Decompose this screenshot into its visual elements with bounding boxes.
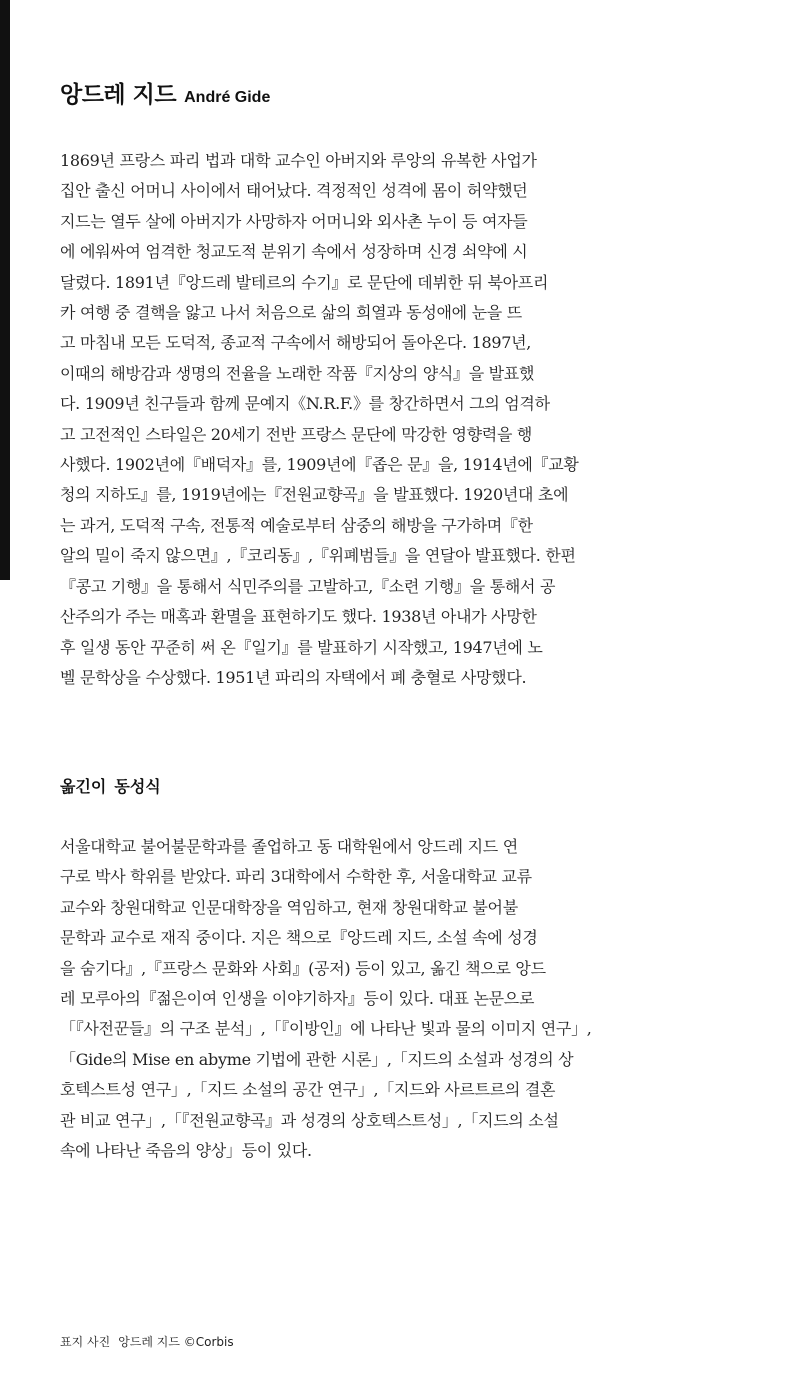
biography-line: 지드는 열두 살에 아버지가 사망하자 어머니와 외사촌 누이 등 여자들 <box>60 211 528 231</box>
biography-line: 『콩고 기행』을 통해서 식민주의를 고발하고,『소련 기행』을 통해서 공 <box>60 576 556 596</box>
translator-bio-line: 관 비교 연구」,「『전원교향곡』과 성경의 상호텍스트성」,「지드의 소설 <box>60 1110 559 1130</box>
translator-bio-line: 호텍스트성 연구」,「지드 소설의 공간 연구」,「지드와 사르트르의 결혼 <box>60 1080 556 1100</box>
cover-credit-text: 앙드레 지드 ©Corbis <box>118 1335 234 1349</box>
biography-line: 달렸다. 1891년『앙드레 발테르의 수기』로 문단에 데뷔한 뒤 북아프리 <box>60 272 549 292</box>
biography-line: 청의 지하도』를, 1919년에는『전원교향곡』을 발표했다. 1920년대 초에 <box>60 485 569 505</box>
translator-bio-line: 레 모루아의『젊은이여 인생을 이야기하자』등이 있다. 대표 논문으로 <box>60 989 535 1009</box>
biography-line: 는 과거, 도덕적 구속, 전통적 예술로부터 삼중의 해방을 구가하며『한 <box>60 515 533 535</box>
biography-line: 이때의 해방감과 생명의 전율을 노래한 작품『지상의 양식』을 발표했 <box>60 363 535 383</box>
author-biography <box>60 146 620 693</box>
translator-bio-line: 교수와 창원대학교 인문대학장을 역임하고, 현재 창원대학교 불어불 <box>60 897 518 917</box>
biography-line: 벨 문학상을 수상했다. 1951년 파리의 자택에서 폐 충혈로 사망했다. <box>60 667 527 687</box>
biography-line: 집안 출신 어머니 사이에서 태어났다. 격정적인 성격에 몸이 허약했던 <box>60 181 528 201</box>
biography-line: 1869년 프랑스 파리 법과 대학 교수인 아버지와 루앙의 유복한 사업가 <box>60 151 537 170</box>
cover-credit-label: 표지 사진 <box>60 1335 111 1349</box>
translator-label: 옮긴이 <box>60 777 107 796</box>
translator-bio-line: 문학과 교수로 재직 중이다. 지은 책으로『앙드레 지드, 소설 속에 성경 <box>60 928 538 948</box>
translator-biography <box>60 832 620 1166</box>
translator-bio-line: 구로 박사 학위를 받았다. 파리 3대학에서 수학한 후, 서울대학교 교류 <box>60 867 532 887</box>
translator-heading <box>60 774 161 797</box>
translator-bio-line: 서울대학교 불어불문학과를 졸업하고 동 대학원에서 앙드레 지드 연 <box>60 837 518 856</box>
biography-line: 사했다. 1902년에『배덕자』를, 1909년에『좁은 문』을, 1914년에『교황 <box>60 455 579 475</box>
biography-line: 카 여행 중 결핵을 앓고 나서 처음으로 삶의 희열과 동성애에 눈을 뜨 <box>60 303 522 323</box>
biography-line: 고 고전적인 스타일은 20세기 전반 프랑스 문단에 막강한 영향력을 행 <box>60 424 533 444</box>
biography-line: 다. 1909년 친구들과 함께 문예지《N.R.F.》를 창간하면서 그의 엄격하 <box>60 394 550 414</box>
biography-line: 알의 밀이 죽지 않으면』,『코리동』,『위폐범들』을 연달아 발표했다. 한편 <box>60 546 576 566</box>
biography-line: 고 마침내 모든 도덕적, 종교적 구속에서 해방되어 돌아온다. 1897년, <box>60 333 532 353</box>
biography-line: 산주의가 주는 매혹과 환멸을 표현하기도 했다. 1938년 아내가 사망한 <box>60 607 537 627</box>
translator-name: 동성식 <box>114 777 161 796</box>
cover-photo-credit <box>60 1333 234 1350</box>
translator-bio-line: 「『사전꾼들』의 구조 분석」,「『이방인』에 나타난 빛과 물의 이미지 연구」, <box>60 1019 592 1039</box>
author-name-english: André Gide <box>184 89 271 106</box>
translator-bio-line: 을 숨기다』,『프랑스 문화와 사회』(공저) 등이 있고, 옮긴 책으로 앙드 <box>60 958 546 978</box>
author-name-korean: 앙드레 지드 <box>60 82 177 108</box>
translator-bio-line: 「Gide의 Mise en abyme 기법에 관한 시론」,「지드의 소설과 성경의 상 <box>60 1049 574 1069</box>
translator-bio-line: 속에 나타난 죽음의 양상」등이 있다. <box>60 1141 312 1161</box>
biography-line: 후 일생 동안 꾸준히 써 온『일기』를 발표하기 시작했고, 1947년에 노 <box>60 637 543 657</box>
biography-line: 에 에워싸여 엄격한 청교도적 분위기 속에서 성장하며 신경 쇠약에 시 <box>60 242 528 262</box>
page-edge-bar <box>0 0 10 580</box>
author-heading <box>60 76 270 109</box>
